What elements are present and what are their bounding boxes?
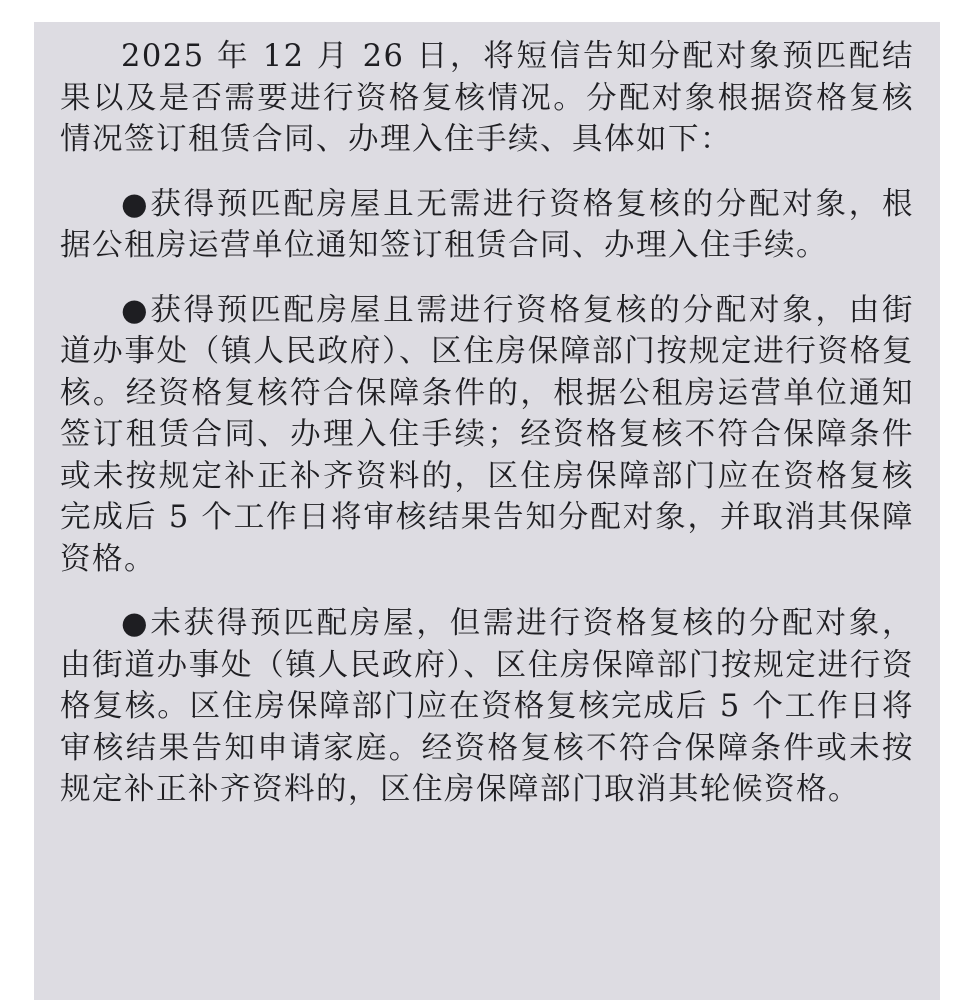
paragraph-text: 获得预匹配房屋且需进行资格复核的分配对象，由街道办事处（镇人民政府）、区住房保障部门按规定进行资格复核。经资格复核符合保障条件的，根据公租房运营单位通知签订租赁合同、办理入住手续；经资格复核不符合保障条件或未按规定补正补齐资料的，区住房保障部门应在资格复核完成后 5 个工作日将审核结果告知分配对象，并取消其保障资格。: [60, 292, 914, 577]
bullet-dot-icon: ●: [121, 606, 151, 641]
bullet-dot-icon: ●: [121, 186, 151, 222]
paragraph-text: 获得预匹配房屋且无需进行资格复核的分配对象，根据公租房运营单位通知签订租赁合同、办理入住手续。: [60, 186, 914, 263]
paragraph-text: 未获得预匹配房屋，但需进行资格复核的分配对象，由街道办事处（镇人民政府）、区住房保障部门按规定进行资格复核。区住房保障部门应在资格复核完成后 5 个工作日将审核结果告知申请家庭。经资格复核不符合保障条件或未按规定补正补齐资料的，区住房保障部门取消其轮候资格。: [60, 606, 914, 807]
paragraph-text: 2025 年 12 月 26 日，将短信告知分配对象预匹配结果以及是否需要进行资格复核情况。分配对象根据资格复核情况签订租赁合同、办理入住手续、具体如下：: [60, 39, 914, 157]
bullet-dot-icon: ●: [121, 292, 151, 328]
notice-text-panel: [34, 22, 940, 1000]
intro-paragraph: [60, 36, 914, 161]
bullet-paragraph-with-review: [60, 290, 914, 581]
bullet-paragraph-no-review: [60, 184, 914, 267]
bullet-paragraph-no-match: [60, 603, 914, 811]
